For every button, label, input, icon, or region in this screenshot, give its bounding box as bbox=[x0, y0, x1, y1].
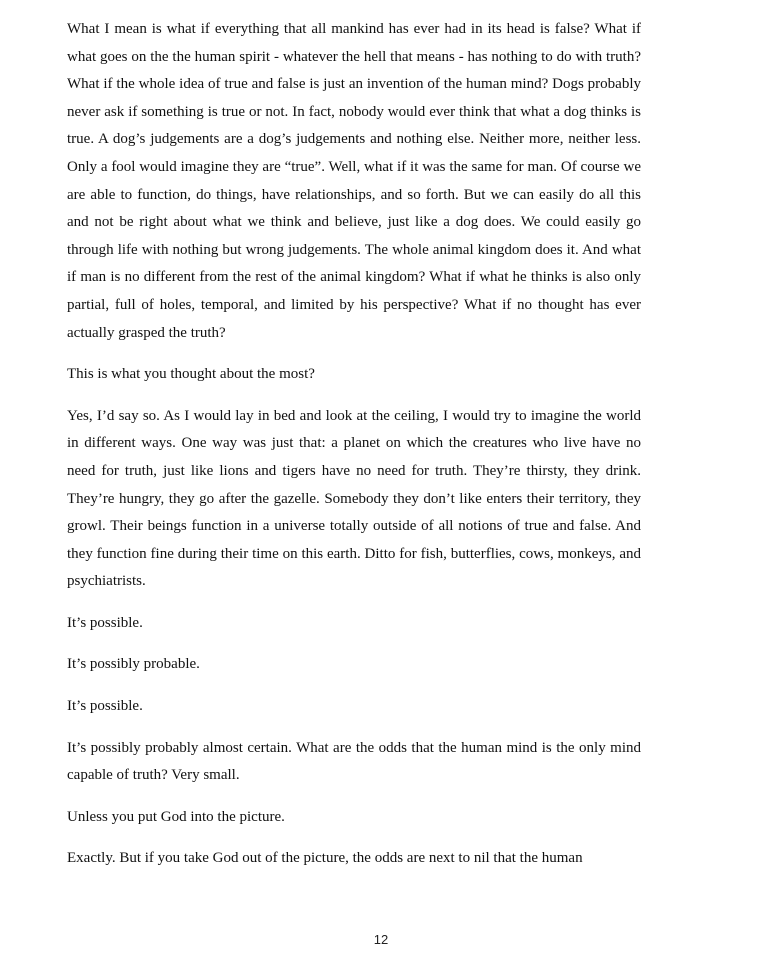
text-body bbox=[67, 16, 641, 887]
paragraph-2: This is what you thought about the most? bbox=[67, 366, 315, 383]
paragraph-9: Exactly. But if you take God out of the picture, the odds are next to nil that the human bbox=[67, 850, 583, 867]
paragraph-8: Unless you put God into the picture. bbox=[67, 808, 285, 825]
paragraph-3: Yes, I’d say so. As I would lay in bed and look at the ceiling, I would try to imagine the world in different ways. One way was just that: a planet on which the creatures who live have no need for truth, just like lions and tigers have no need for truth. They’re thirsty, they drink. They’re hungry, they go after the gazelle. Somebody they don’t like enters their territory, they growl. Their beings function in a universe totally outside of all notions of true and false. And they function fine during their time on this earth. Ditto for fish, butterflies, cows, monkeys, and psychiatrists. bbox=[67, 407, 641, 590]
page-number: 12 bbox=[373, 932, 389, 947]
paragraph-4: It’s possible. bbox=[67, 614, 143, 631]
paragraph-6: It’s possible. bbox=[67, 698, 143, 715]
paragraph-5: It’s possibly probable. bbox=[67, 656, 200, 673]
paragraph-1: What I mean is what if everything that all mankind has ever had in its head is false? What if what goes on the the human spirit - whatever the hell that means - has nothing to do with truth? What if the whole idea of true and false is just an invention of the human mind? Dogs probably never ask if something is true or not. In fact, nobody would ever think that what a dog thinks is true. A dog’s judgements are a dog’s judgements and nothing else. Neither more, neither less. Only a fool would imagine they are “true”. Well, what if it was the same for man. Of course we are able to function, do things, have relationships, and so forth. But we can easily do all this and not be right about what we think and believe, just like a dog does. We could easily go through life with nothing but wrong judgements. The whole animal kingdom does it. And what if man is no different from the rest of the animal kingdom? What if what he thinks is also only partial, full of holes, temporal, and limited by his perspective? What if no thought has ever actually grasped the truth? bbox=[67, 21, 641, 341]
paragraph-7: It’s possibly probably almost certain. What are the odds that the human mind is the only mind capable of truth? Very small. bbox=[67, 739, 641, 784]
